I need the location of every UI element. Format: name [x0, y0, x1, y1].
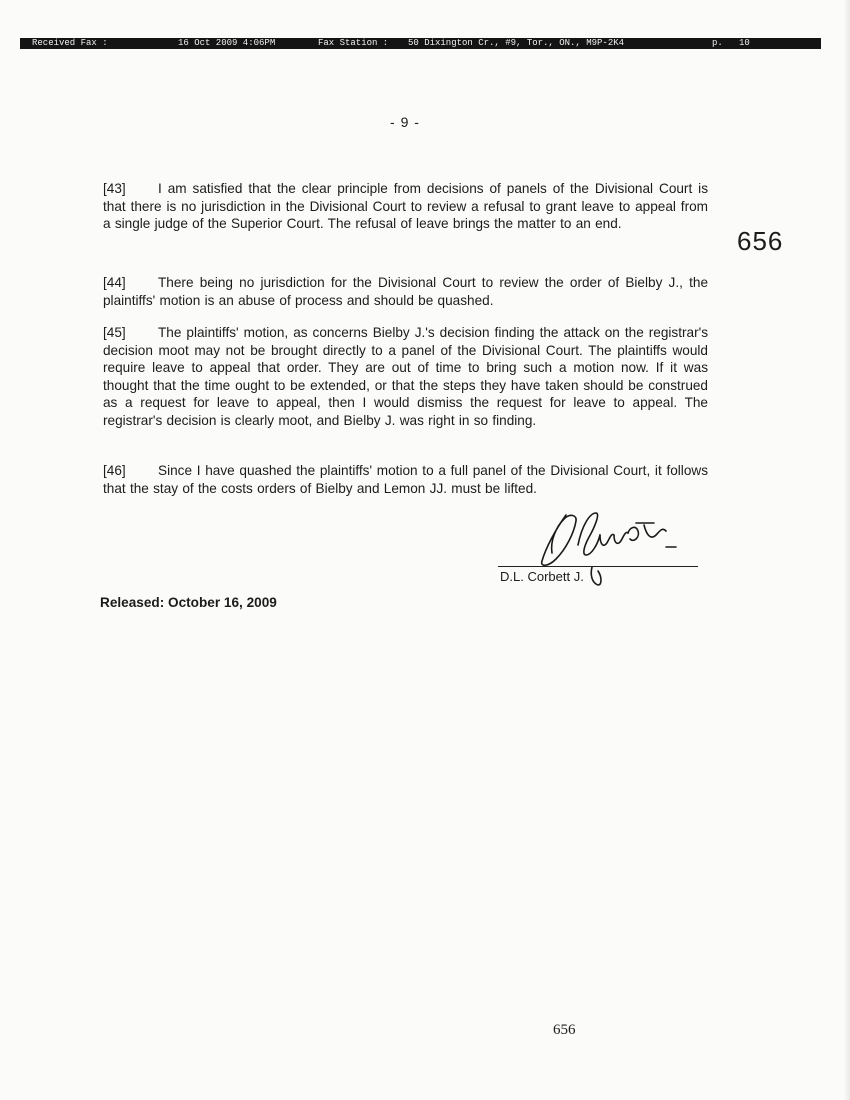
paragraph-text: Since I have quashed the plaintiffs' motion to a full panel of the Divisional Court, it follows that the stay of the costs orders of Bielby and Lemon JJ. must be lifted.: [103, 463, 708, 496]
paragraph-text: There being no jurisdiction for the Divisional Court to review the order of Bielby J., the plaintiffs' motion is an abuse of process and should be quashed.: [103, 275, 708, 308]
paragraph-43: [103, 180, 708, 233]
paragraph-text: I am satisfied that the clear principle from decisions of panels of the Divisional Court is that there is no jurisdiction in the Divisional Court to review a refusal to grant leave to appeal from a single judge of the Superior Court. The refusal of leave brings the matter to an end.: [103, 181, 708, 231]
fax-page-label: p.: [712, 38, 723, 48]
fax-page-number: 10: [739, 38, 750, 48]
stamp-page-number: 656: [737, 226, 784, 256]
paragraph-44: [103, 274, 708, 309]
scan-edge-shadow: [844, 0, 850, 1100]
paragraph-number: [45]: [103, 325, 126, 340]
paragraph-46: [103, 462, 708, 497]
signature-line: [498, 566, 698, 567]
footer-page-number: 656: [553, 1022, 576, 1038]
fax-station-label: Fax Station :: [318, 38, 389, 48]
release-date: Released: October 16, 2009: [100, 595, 277, 610]
page-number-top: - 9 -: [390, 114, 420, 130]
paragraph-text: The plaintiffs' motion, as concerns Bielby J.'s decision finding the attack on the registrar's decision moot may not be brought directly to a panel of the Divisional Court. The plaintiffs would require leave to appeal that order. They are out of time to bring such a motion now. If it was thought that the time ought to be extended, or that the steps they have taken should be construed as a request for leave to appeal, then I would dismiss the request for leave to appeal. The registrar's decision is clearly moot, and Bielby J. was right in so finding.: [103, 325, 708, 428]
judge-name: D.L. Corbett J.: [500, 569, 584, 584]
fax-received-label: Received Fax :: [32, 38, 108, 48]
fax-date-time: 16 Oct 2009 4:06PM: [178, 38, 276, 48]
paragraph-number: [46]: [103, 463, 126, 478]
paragraph-45: [103, 324, 708, 429]
signature-block: [498, 505, 703, 590]
paragraph-number: [43]: [103, 181, 126, 196]
fax-header-bar: [20, 38, 821, 49]
fax-station-address: 50 Dixington Cr., #9, Tor., ON., M9P-2K4: [408, 38, 625, 48]
paragraph-number: [44]: [103, 275, 126, 290]
